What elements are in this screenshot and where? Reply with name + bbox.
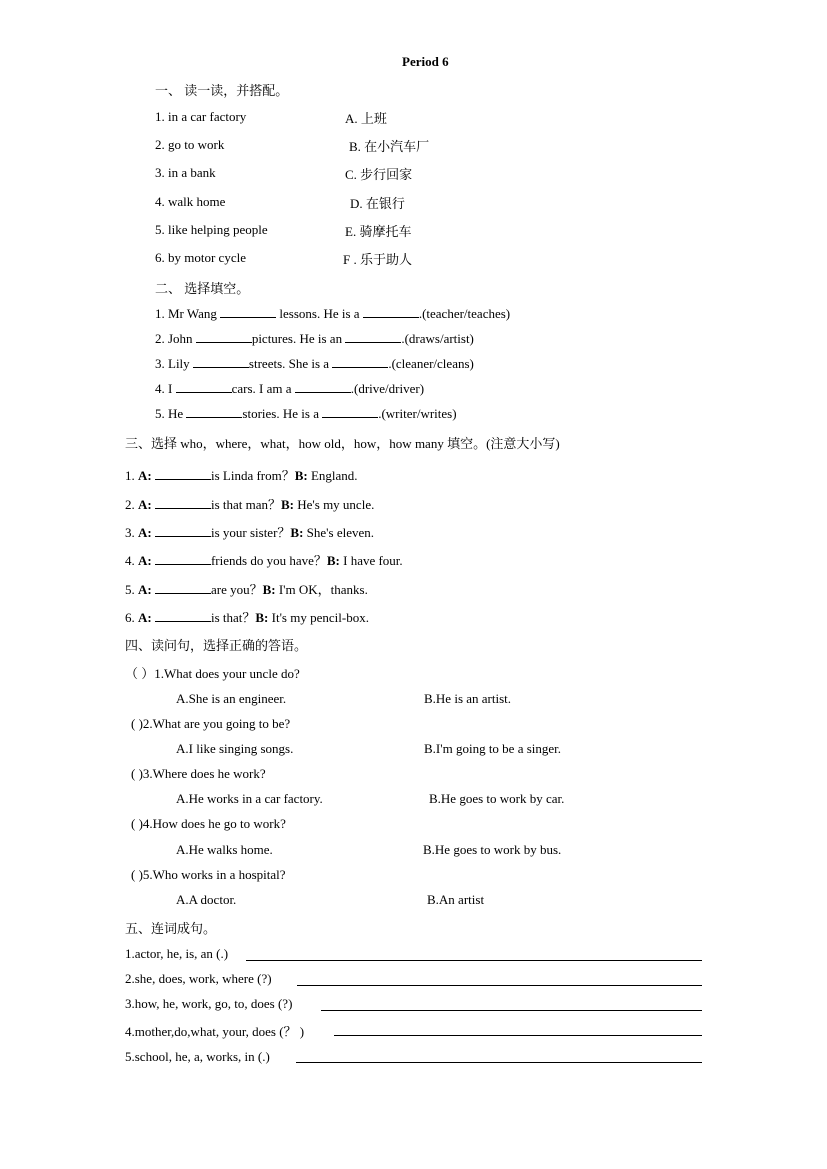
answer-line[interactable] <box>321 1010 702 1011</box>
section-1-heading: 一、 读一读，并搭配。 <box>155 83 289 98</box>
match-left-item: 5. like helping people <box>155 222 268 237</box>
match-left-item: 1. in a car factory <box>155 109 247 124</box>
question-item: ( )2.What are you going to be? <box>131 716 291 731</box>
reorder-item: 2.she, does, work, where (?) <box>125 971 272 986</box>
answer-option-b: B.He goes to work by bus. <box>423 842 562 857</box>
answer-option-a: A.He walks home. <box>176 842 273 857</box>
answer-option-a: A.He works in a car factory. <box>176 791 323 806</box>
blank-line[interactable] <box>155 525 211 537</box>
answer-option-b: B.An artist <box>427 892 485 907</box>
dialog-item: 6. A: is that？B: It's my pencil-box. <box>125 610 369 625</box>
dialog-item: 2. A: is that man？B: He's my uncle. <box>125 497 375 512</box>
blank-line[interactable] <box>155 610 211 622</box>
fill-item: 2. John pictures. He is an .(draws/artist) <box>155 331 474 346</box>
answer-option-a: A.I like singing songs. <box>176 741 294 756</box>
blank-line[interactable] <box>155 497 211 509</box>
answer-option-b: B.He is an artist. <box>424 691 512 706</box>
answer-line[interactable] <box>246 960 702 961</box>
match-right-item: A. 上班 <box>345 111 387 126</box>
blank-line[interactable] <box>220 306 276 318</box>
blank-line[interactable] <box>332 356 388 368</box>
dialog-item: 5. A: are you？B: I'm OK，thanks. <box>125 582 368 597</box>
dialog-item: 4. A: friends do you have？B: I have four. <box>125 553 403 568</box>
answer-line[interactable] <box>334 1035 702 1036</box>
dialog-item: 1. A: is Linda from？B: England. <box>125 468 358 483</box>
answer-option-a: A.She is an engineer. <box>176 691 287 706</box>
reorder-item: 3.how, he, work, go, to, does (?) <box>125 996 293 1011</box>
blank-line[interactable] <box>176 381 232 393</box>
question-item: （ ）1.What does your uncle do? <box>125 666 300 681</box>
match-right-item: D. 在银行 <box>350 196 405 211</box>
page-title: Period 6 <box>402 54 449 69</box>
match-right-item: F . 乐于助人 <box>343 252 412 267</box>
answer-line[interactable] <box>297 985 702 986</box>
question-item: ( )5.Who works in a hospital? <box>131 867 286 882</box>
question-item: ( )3.Where does he work? <box>131 766 266 781</box>
answer-option-b: B.I'm going to be a singer. <box>424 741 562 756</box>
reorder-item: 4.mother,do,what, your, does (？ ) <box>125 1024 305 1039</box>
match-left-item: 2. go to work <box>155 137 225 152</box>
blank-line[interactable] <box>345 331 401 343</box>
blank-line[interactable] <box>155 553 211 565</box>
question-item: ( )4.How does he go to work? <box>131 816 286 831</box>
fill-item: 1. Mr Wang lessons. He is a .(teacher/teaches) <box>155 306 511 321</box>
blank-line[interactable] <box>196 331 252 343</box>
blank-line[interactable] <box>363 306 419 318</box>
section-3-heading: 三、选择 who，where，what，how old，how，how many 填空。(注意大小写) <box>125 436 560 451</box>
blank-line[interactable] <box>295 381 351 393</box>
match-left-item: 3. in a bank <box>155 165 216 180</box>
dialog-item: 3. A: is your sister？B: She's eleven. <box>125 525 374 540</box>
section-5-heading: 五、连词成句。 <box>125 921 217 936</box>
blank-line[interactable] <box>193 356 249 368</box>
answer-line[interactable] <box>296 1062 702 1063</box>
fill-item: 3. Lily streets. She is a .(cleaner/cleans) <box>155 356 474 371</box>
section-4-heading: 四、读问句，选择正确的答语。 <box>125 638 308 653</box>
blank-line[interactable] <box>322 406 378 418</box>
blank-line[interactable] <box>186 406 242 418</box>
match-left-item: 4. walk home <box>155 194 226 209</box>
reorder-item: 5.school, he, a, works, in (.) <box>125 1049 270 1064</box>
match-left-item: 6. by motor cycle <box>155 250 246 265</box>
blank-line[interactable] <box>155 582 211 594</box>
answer-option-a: A.A doctor. <box>176 892 237 907</box>
blank-line[interactable] <box>155 468 211 480</box>
fill-item: 5. He stories. He is a .(writer/writes) <box>155 406 457 421</box>
answer-option-b: B.He goes to work by car. <box>429 791 565 806</box>
reorder-item: 1.actor, he, is, an (.) <box>125 946 229 961</box>
section-2-heading: 二、 选择填空。 <box>155 281 250 296</box>
match-right-item: C. 步行回家 <box>345 167 413 182</box>
fill-item: 4. I cars. I am a .(drive/driver) <box>155 381 425 396</box>
match-right-item: B. 在小汽车厂 <box>349 139 430 154</box>
match-right-item: E. 骑摩托车 <box>345 224 412 239</box>
